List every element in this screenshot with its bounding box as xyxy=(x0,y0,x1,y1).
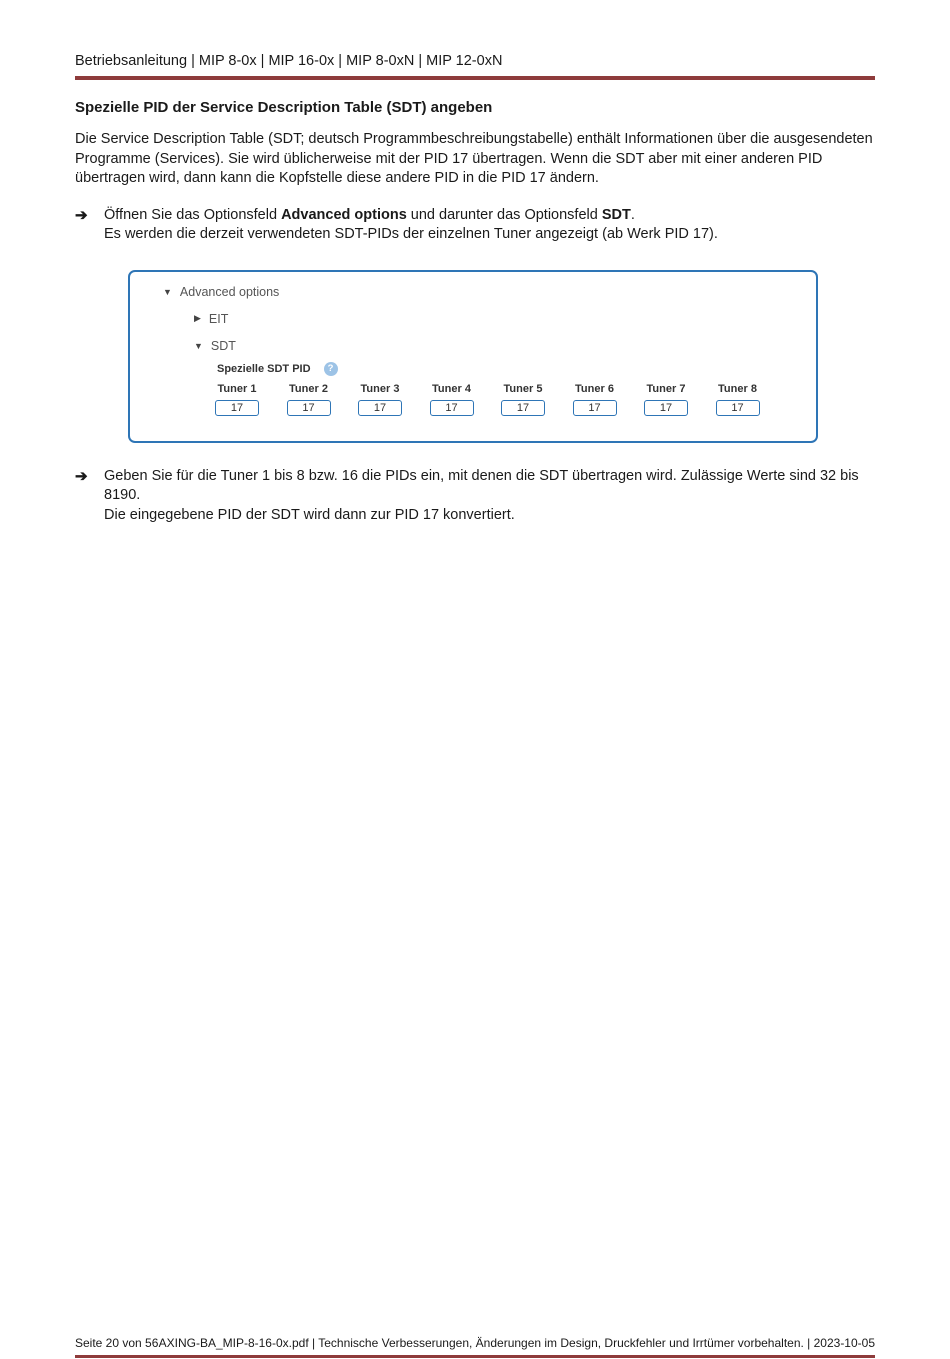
tuner-column-2 xyxy=(287,383,331,416)
step1-text-mid: und darunter das Optionsfeld xyxy=(406,206,602,223)
tuner-column-3 xyxy=(358,383,402,416)
header-rule xyxy=(75,76,875,80)
advanced-options-label: Advanced options xyxy=(179,284,280,299)
advanced-options-toggle[interactable] xyxy=(163,285,816,299)
step1-text-pre: Öffnen Sie das Optionsfeld xyxy=(104,206,282,223)
arrow-bullet-icon: ➔ xyxy=(75,206,88,224)
sdt-label: SDT xyxy=(210,338,236,353)
step2-line2: Die eingegebene PID der SDT wird dann zur PID 17 konvertiert. xyxy=(104,506,515,523)
tuner-column-5 xyxy=(501,383,545,416)
triangle-down-icon: ▼ xyxy=(194,340,203,351)
step1-bold-sdt: SDT xyxy=(601,206,631,223)
tuner-label: Tuner 3 xyxy=(360,382,400,395)
triangle-right-icon: ▶ xyxy=(194,313,201,323)
instruction-step-1 xyxy=(75,206,875,245)
ui-screenshot-panel xyxy=(128,270,818,443)
tuner-pid-input[interactable] xyxy=(287,400,331,416)
tuner-column-8 xyxy=(716,383,760,416)
document-header xyxy=(75,0,875,80)
tuner-pid-input[interactable] xyxy=(573,400,617,416)
footer-row xyxy=(75,1336,875,1350)
tuner-column-6 xyxy=(573,383,617,416)
footer-page-number: Seite 20 von 56 xyxy=(75,1335,159,1350)
tuner-pid-input[interactable] xyxy=(215,400,259,416)
instruction-step-2-text xyxy=(104,467,875,526)
tuner-label: Tuner 2 xyxy=(289,382,328,395)
step1-bold-advanced-options: Advanced options xyxy=(281,206,407,223)
instruction-step-2 xyxy=(75,467,875,526)
tuner-pid-input[interactable] xyxy=(716,400,760,416)
footer-info: AXING-BA_MIP-8-16-0x.pdf | Technische Verbesserungen, Änderungen im Design, Druckfehler und Irrtümer vorbehalten. | 2023-10-05 xyxy=(158,1335,875,1350)
section-heading: Spezielle PID der Service Description Table (SDT) angeben xyxy=(75,99,493,116)
triangle-down-icon: ▼ xyxy=(163,286,172,297)
tuner-pid-input[interactable] xyxy=(430,400,474,416)
arrow-bullet-icon: ➔ xyxy=(75,467,88,485)
tuner-label: Tuner 5 xyxy=(503,382,543,395)
tuner-grid xyxy=(215,383,816,416)
tuner-column-4 xyxy=(430,383,474,416)
tuner-label: Tuner 8 xyxy=(718,382,757,395)
tuner-pid-input[interactable] xyxy=(644,400,688,416)
tuner-pid-input[interactable] xyxy=(358,400,402,416)
tuner-label: Tuner 1 xyxy=(217,382,257,395)
spezielle-sdt-pid-label: Spezielle SDT PID xyxy=(217,362,311,375)
tuner-label: Tuner 4 xyxy=(432,382,471,395)
step1-text-post: . xyxy=(630,206,635,223)
tuner-label: Tuner 7 xyxy=(646,382,686,395)
main-content xyxy=(75,99,875,527)
footer-rule xyxy=(75,1355,875,1359)
step2-line1: Geben Sie für die Tuner 1 bis 8 bzw. 16 die PIDs ein, mit denen die SDT übertragen wird. Zulässige Werte sind 32 bis 8190. xyxy=(104,467,859,503)
tuner-column-1 xyxy=(215,383,259,416)
eit-toggle[interactable] xyxy=(194,312,816,326)
document-header-title: Betriebsanleitung | MIP 8-0x | MIP 16-0x | MIP 8-0xN | MIP 12-0xN xyxy=(75,53,503,69)
tuner-pid-input[interactable] xyxy=(501,400,545,416)
document-footer xyxy=(75,1336,875,1359)
sdt-toggle[interactable] xyxy=(194,339,816,353)
instruction-step-1-text xyxy=(104,206,875,245)
step1-line2: Es werden die derzeit verwendeten SDT-PIDs der einzelnen Tuner angezeigt (ab Werk PID 17). xyxy=(104,226,718,242)
spezielle-sdt-pid-row xyxy=(217,362,816,376)
eit-label: EIT xyxy=(208,311,229,326)
intro-paragraph: Die Service Description Table (SDT; deutsch Programmbeschreibungstabelle) enthält Informationen über die ausgesendeten Programme (Services). Sie wird üblicherweise mit der PID 17 übertragen. Wenn die SDT aber mit einer anderen PID übertragen wird, dann kann die Kopfstelle diese andere PID in die PID 17 ändern. xyxy=(75,131,873,186)
help-icon[interactable]: ? xyxy=(324,362,338,376)
tuner-column-7 xyxy=(644,383,688,416)
tuner-label: Tuner 6 xyxy=(575,382,614,395)
